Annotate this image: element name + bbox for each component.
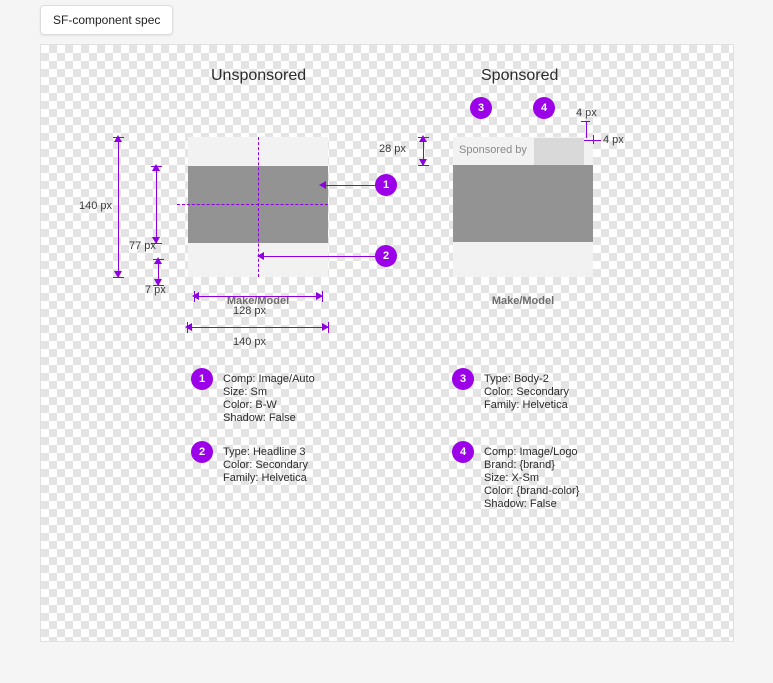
horizontal-center-guide xyxy=(177,204,328,205)
spec-badge-2[interactable]: 2 xyxy=(191,441,213,463)
callout-1-arrow xyxy=(319,181,326,189)
spec-note-3-line-3: Family: Helvetica xyxy=(484,399,568,411)
dim-sponsor-bar-cap-bottom xyxy=(418,165,429,166)
design-canvas[interactable] xyxy=(40,44,734,642)
spec-badge-1[interactable]: 1 xyxy=(191,368,213,390)
sponsored-by-label: Sponsored by xyxy=(459,144,527,156)
callout-2-pointer xyxy=(259,256,376,257)
spec-note-1-line-4: Shadow: False xyxy=(223,412,296,424)
dim-total-height-cap-top xyxy=(113,137,124,138)
callout-2-arrow xyxy=(257,252,264,260)
spec-note-1-line-3: Color: B-W xyxy=(223,399,277,411)
unsponsored-card-caption: Make/Model xyxy=(226,295,290,307)
dim-image-height-line xyxy=(156,166,157,243)
spec-note-1-line-2: Size: Sm xyxy=(223,386,268,398)
spec-note-4-line-4: Color: {brand-color} xyxy=(484,485,580,497)
unsponsored-column-title: Unsponsored xyxy=(211,67,307,84)
sponsored-card-image[interactable] xyxy=(453,165,593,242)
sponsored-card-caption: Make/Model xyxy=(491,295,555,307)
spec-note-2 xyxy=(223,446,308,485)
spec-note-4-line-5: Shadow: False xyxy=(484,498,557,510)
spec-badge-4[interactable]: 4 xyxy=(452,441,474,463)
dim-total-height-label: 140 px xyxy=(79,200,113,212)
spec-note-4 xyxy=(484,446,579,511)
dim-caption-gap-label: 7 px xyxy=(145,284,166,296)
dim-image-width-label: 128 px xyxy=(233,305,267,317)
spec-note-2-line-1: Type: Headline 3 xyxy=(223,446,306,458)
spec-note-3-line-1: Type: Body-2 xyxy=(484,373,549,385)
dim-sponsor-bar-label: 28 px xyxy=(379,143,406,155)
dim-logo-right-cap xyxy=(593,135,594,144)
spec-note-3-line-2: Color: Secondary xyxy=(484,386,569,398)
dim-card-width-line xyxy=(187,327,328,328)
sponsored-column-title: Sponsored xyxy=(481,67,559,84)
dim-image-height-cap-top xyxy=(151,166,162,167)
dim-image-width-cap-left xyxy=(194,291,195,302)
spec-note-2-line-2: Color: Secondary xyxy=(223,459,308,471)
spec-note-4-line-2: Brand: {brand} xyxy=(484,459,555,471)
spec-note-4-line-1: Comp: Image/Logo xyxy=(484,446,578,458)
dim-logo-top-line xyxy=(586,121,587,138)
frame-name-tab[interactable]: SF-component spec xyxy=(40,5,173,35)
dim-card-width-label: 140 px xyxy=(233,336,267,348)
callout-badge-1[interactable]: 1 xyxy=(375,174,397,196)
brand-logo-chip[interactable] xyxy=(534,138,584,165)
spec-note-1 xyxy=(223,373,315,425)
callout-badge-3[interactable]: 3 xyxy=(470,97,492,119)
dim-card-width-cap-left xyxy=(187,322,188,333)
dim-caption-gap-cap-top xyxy=(153,259,164,260)
dim-sponsor-bar-cap-top xyxy=(418,137,429,138)
spec-note-1-line-1: Comp: Image/Auto xyxy=(223,373,315,385)
dim-image-height-label: 77 px xyxy=(129,240,156,252)
dim-logo-top-cap xyxy=(581,121,590,122)
spec-note-2-line-3: Family: Helvetica xyxy=(223,472,307,484)
callout-badge-2[interactable]: 2 xyxy=(375,245,397,267)
spec-note-3 xyxy=(484,373,569,412)
callout-badge-4[interactable]: 4 xyxy=(533,97,555,119)
dim-logo-right-label: 4 px xyxy=(603,134,624,146)
dim-total-height-cap-bottom xyxy=(113,277,124,278)
callout-1-pointer xyxy=(321,185,376,186)
dim-image-width-line xyxy=(194,296,322,297)
dim-card-width-cap-right xyxy=(328,322,329,333)
dim-logo-top-label: 4 px xyxy=(576,107,597,119)
spec-badge-3[interactable]: 3 xyxy=(452,368,474,390)
dim-total-height-line xyxy=(118,137,119,277)
dim-image-width-cap-right xyxy=(322,291,323,302)
spec-note-4-line-3: Size: X-Sm xyxy=(484,472,540,484)
